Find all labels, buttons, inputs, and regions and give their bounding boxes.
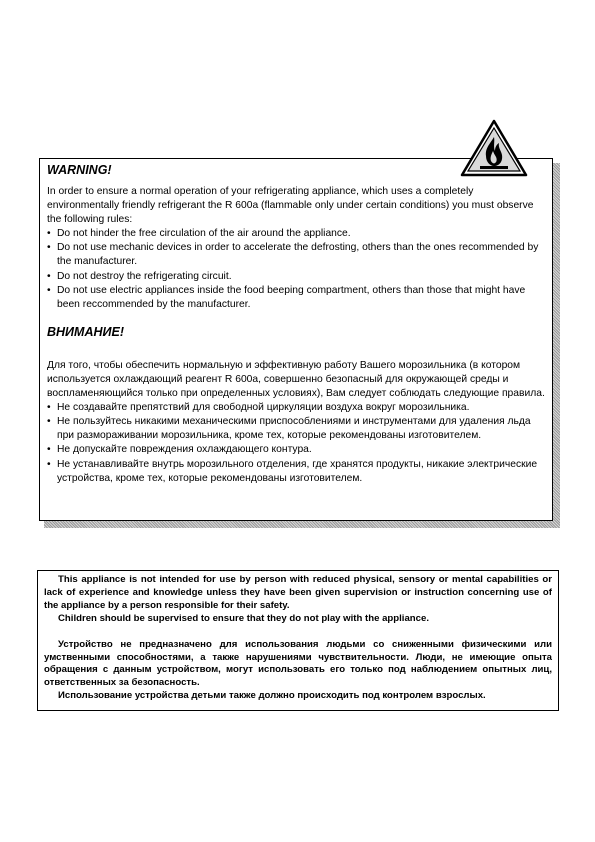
warning-rule: • Do not use electric appliances inside the food beeping compartment, others than those that might have been reccommended by the manufacturer. (47, 284, 545, 312)
safety-notice-box (37, 570, 559, 711)
notice-ru-children: Использование устройства детьми также должно происходить под контролем взрослых. (58, 690, 486, 702)
warning-ru-rule: • Не допускайте повреждения охлаждающего контура. (47, 443, 545, 457)
warning-ru-rules-list (47, 401, 545, 486)
warning-rule: • Do not use mechanic devices in order to accelerate the defrosting, others than the ones recommended by the manufacturer. (47, 241, 545, 269)
notice-ru-paragraph: Устройство не предназначено для использования людьми со сниженными физическими или умственными способностями, а также нарушениями чувствительности. Люди, не имеющие опыта обращения с данным устройством, могут использовать его только под наблюдением опытных лиц, ответственных за безопасность. (44, 638, 552, 689)
warning-ru-intro: Для того, чтобы обеспечить нормальную и эффективную работу Вашего морозильника (в котором используется охлаждающий реагент R 600a, совершенно безопасный для окружающей среды и воспламеняющийся только при определенных условиях), Вам следует соблюдать следующие правила. (47, 359, 545, 400)
warning-ru-rule: • Не устанавливайте внутрь морозильного отделения, где хранятся продукты, никакие электрические устройства, кроме тех, которые рекомендованы изготовителем. (47, 458, 545, 486)
warning-ru-rule: • Не пользуйтесь никакими механическими приспособлениями и инструментами для удаления льда при размораживании морозильника, кроме тех, которые рекомендованы изготовителем. (47, 415, 545, 443)
flammable-hazard-icon (460, 118, 528, 178)
warning-ru-rule: • Не создавайте препятствий для свободной циркуляции воздуха вокруг морозильника. (47, 401, 545, 415)
warning-content (47, 162, 545, 486)
warning-intro: In order to ensure a normal operation of your refrigerating appliance, which uses a completely environmentally friendly refrigerant the R 600a (flammable only under certain conditions) you must observe the following rules: (47, 186, 534, 226)
warning-rule: • Do not destroy the refrigerating circuit. (47, 270, 545, 284)
warning-rules-list (47, 227, 545, 312)
notice-en-children: Children should be supervised to ensure that they do not play with the appliance. (58, 612, 430, 624)
warning-box (39, 158, 553, 521)
notice-en-paragraph: This appliance is not intended for use by person with reduced physical, sensory or mental capabilities or lack of experience and knowledge unless they have been given supervision or instruction concerning use of the appliance by a person responsible for their safety. (44, 574, 552, 611)
warning-ru-heading: ВНИМАНИЕ! (47, 324, 125, 339)
warning-rule: • Do not hinder the free circulation of the air around the appliance. (47, 227, 545, 241)
warning-heading: WARNING! (47, 163, 112, 177)
